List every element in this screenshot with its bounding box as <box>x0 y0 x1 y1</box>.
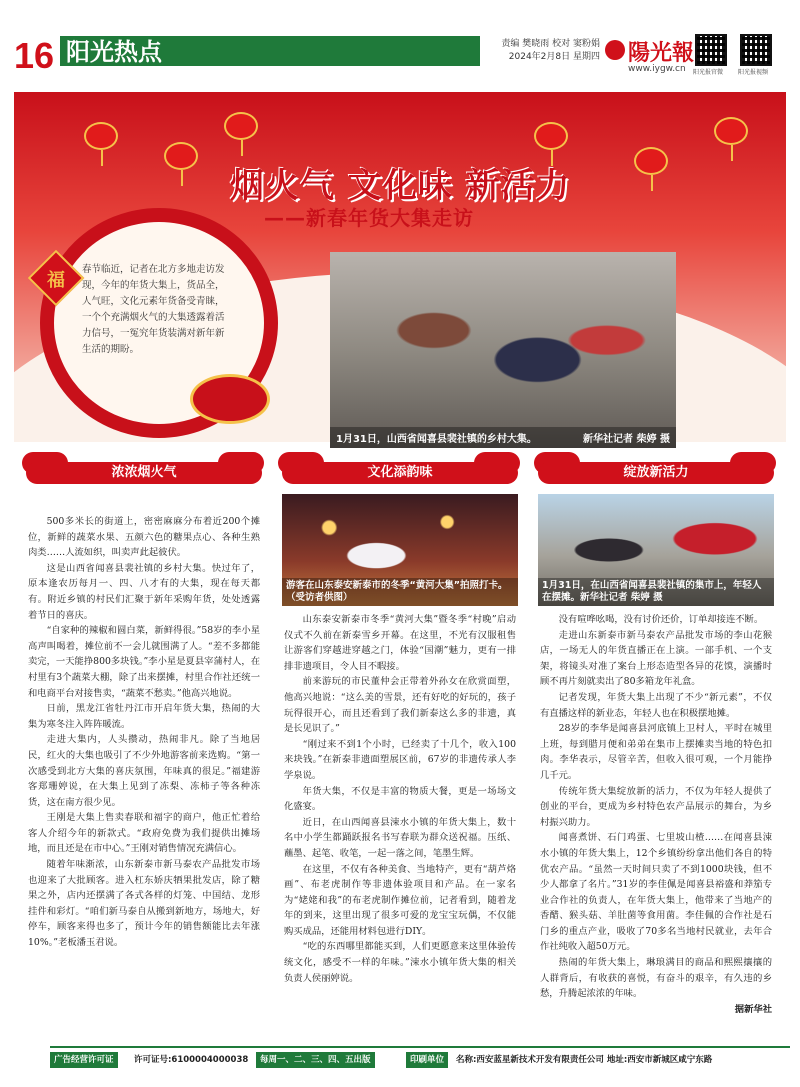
paragraph: 走进大集内，人头攒动，热闹非凡。除了当地居民，红火的大集也吸引了不少外地游客前来选购。“第一次感受到北方大集的喜庆氛围，年味真的很足。”福建游客郑珊婷说，在大集上见到了冻梨、冻柿子等各种冻货，这在南方很少见。 <box>28 734 260 808</box>
paragraph: 28岁的李华是闻喜县河底镇上卫村人，平时在城里上班，每到腊月便和弟弟在集市上摆摊卖当地的特色扣肉。李华表示，尽管辛苦，但收入很可观，一个月能挣几千元。 <box>540 723 772 781</box>
paragraph: 这是山西省闻喜县裴社镇的乡村大集。快过年了，原本逢农历每月一、四、八才有的大集，现在每天都有。附近乡镇的村民们汇聚于新年采购年货，处处透露着节日的喜庆。 <box>28 562 260 621</box>
qr-code-icon <box>740 34 772 66</box>
photo-caption: 1月31日，在山西省闻喜县裴社镇的集市上，年轻人在摆摊。新华社记者 柴婷 摄 <box>538 578 774 606</box>
drum-icon <box>190 374 270 424</box>
paragraph: 随着年味渐浓，山东新泰市新马泰农产品批发市场也迎来了大批顾客。进入杠东娇庆牺果批发店，除了糖果之外，店内还摆满了各式各样的灯笼、中国结、龙形挂件和彩灯。“咱们新马泰自从搬到新地方，场地大，好停车，顾客来得也多了，预计今年的销售额能比去年涨10%。”老板潘玉君说。 <box>28 859 260 949</box>
culture-photo <box>282 494 518 606</box>
column-1 <box>18 450 270 951</box>
section-title: 阳光热点 <box>66 38 162 66</box>
paragraph: “吃的东西哪里都能买到，人们更愿意来这里体验传统文化，感受不一样的年味。”涑水小镇年货大集的相关负责人侯丽婷说。 <box>284 941 516 984</box>
column-2 <box>274 450 526 986</box>
market-photo <box>330 252 676 448</box>
brand-logo: 陽光報 <box>628 40 695 66</box>
paragraph: 在这里，不仅有各种美食、当地特产，更有“葫芦烙画”、布老虎制作等非遗体验项目和产品。在一家名为“姥姥和我”的布老虎制作摊位前，记者看到，随着龙年的到来，这里出现了很多可爱的龙宝宝玩偶，不仅能购买成品，还能用材料包进行DIY。 <box>284 863 516 937</box>
qr-label-weibo: 阳光报官微 <box>693 69 724 76</box>
photo-caption: 游客在山东泰安新泰市的冬季“黄河大集”拍照打卡。（受访者供图） <box>282 578 518 606</box>
paragraph: 传统年货大集绽放新的活力，不仅为年轻人提供了创业的平台，更成为乡村特色农产品展示的舞台，为乡村振兴助力。 <box>540 785 772 828</box>
qr-label-video: 阳光报视频 <box>738 69 769 76</box>
brand-url: www.iygw.cn <box>628 64 686 74</box>
column-3 <box>530 450 782 1017</box>
paragraph: 日前，黑龙江省牡丹江市开启年货大集，热闹的大集为寒冬注入阵阵暖流。 <box>28 703 260 730</box>
article-body <box>18 490 270 951</box>
heading-label: 浓浓烟火气 <box>111 465 177 480</box>
fu-character: 福 <box>47 270 65 291</box>
paragraph: 没有喧哗吆喝，没有讨价还价，订单却接连不断。 <box>558 614 764 625</box>
paragraph: 记者发现，年货大集上出现了不少“新元素”，不仅有直播这样的新业态，年轻人也在积极摆地摊。 <box>540 691 772 719</box>
feature-subtitle: ——新春年货大集走访 <box>264 206 474 230</box>
paragraph: 近日，在山西闻喜县涑水小镇的年货大集上，数十名中小学生都踊跃报名书写春联为群众送祝福。压纸、蘸墨、起笔、收笔，一起一落之间，笔墨生辉。 <box>284 816 516 859</box>
issue-date: 2024年2月8日 星期四 <box>508 52 600 62</box>
lantern-icon <box>84 122 118 150</box>
ad-license-value: 许可证号:6100004000038 <box>134 1055 249 1065</box>
printer-value: 名称:西安蓝星新技术开发有限责任公司 地址:西安市新城区咸宁东路 <box>456 1055 713 1065</box>
photo-caption-text: 1月31日，山西省闻喜县裴社镇的乡村大集。 <box>336 434 537 445</box>
printer-label: 印刷单位 <box>406 1052 448 1068</box>
intro-text: 春节临近，记者在北方多地走访发现，今年的年货大集上，货品全，人气旺，文化元素年货备受青睐，一个个充满烟火气的大集透露着活力信号，一冤究年货装满对新年新生活的期盼。 <box>82 264 225 355</box>
paragraph: 山东泰安新泰市冬季“黄河大集”暨冬季“村晚”启动仪式不久前在新泰雪乡开幕。在这里，不光有汉服租售让游客们穿越进穿越之门，体验“国潮”魅力，更有一排排非遗项目，令人目不暇接。 <box>284 614 516 672</box>
column-heading <box>18 450 270 490</box>
heading-label: 绽放新活力 <box>623 465 689 480</box>
column-heading <box>274 450 526 490</box>
masthead <box>0 0 800 82</box>
feature-title: 烟火气 文化味 新活力 <box>230 166 571 206</box>
logo-seal-icon <box>605 40 625 60</box>
page-number: 16 <box>14 35 55 76</box>
paragraph: 走进山东新泰市新马泰农产品批发市场的李山花猴店，一场无人的年货直播正在上演。一部手机、一个支架，将镜头对准了案台上形态造型各异的花馍，演播时顾不再片刻就卖出了80多箱龙年礼盒。 <box>540 629 772 688</box>
column-heading <box>530 450 782 490</box>
paragraph: 500多米长的街道上，密密麻麻分布着近200个摊位，新鲜的蔬菜水果、五颜六色的糖果点心、各种生熟肉类……人流如织，叫卖声此起彼伏。 <box>28 516 260 559</box>
article-body <box>274 612 526 986</box>
paragraph: 王刚是大集上售卖春联和福字的商户，他正忙着给客人介绍今年的新款式。“政府免费为我们提供出摊场地，而且还是在市中心。”王刚对销售情况充满信心。 <box>28 812 260 855</box>
lantern-icon <box>164 142 198 170</box>
paragraph: 前来游玩的市民董仲会正带着外孙女在欣赏面塑，他高兴地说：“这么美的雪景，还有好吃的好玩的，孩子玩得很开心，而且还看到了我们新泰这么多的非遗，真是长见识了。” <box>284 676 516 735</box>
paragraph: 年货大集，不仅是丰富的物质大餐，更是一场场文化盛宴。 <box>284 785 516 813</box>
lantern-icon <box>634 147 668 175</box>
photo-credit: 新华社记者 柴婷 摄 <box>583 434 670 445</box>
paragraph: “自家种的辣椒和圆白菜，新鲜得很。”58岁的李小星高声叫喝着，摊位前不一会儿就围满了人。“差不多都能卖完，一天能挣800多块钱。”李小星是夏县宰蒲村人，在村里有3个蔬菜大棚，除了出来摆摊，村里合作社还统一和电商平台对接售卖，“蔬菜不愁卖。”他高兴地说。 <box>28 625 260 699</box>
ad-license-label: 广告经营许可证 <box>50 1052 118 1068</box>
source-sign: 据新华社 <box>734 1003 772 1015</box>
lantern-icon <box>224 112 258 140</box>
qr-code-icon <box>695 34 727 66</box>
editors: 责编 樊晓雨 校对 窦粉娟 <box>501 39 600 49</box>
footer-rule <box>50 1046 790 1048</box>
footer <box>0 1052 800 1072</box>
header-meta <box>490 38 600 64</box>
article-body <box>530 612 782 1017</box>
lantern-icon <box>534 122 568 150</box>
vendor-photo <box>538 494 774 606</box>
paragraph: 闻喜煮饼、石门鸡蛋、七里坡山楂……在闻喜县涑水小镇的年货大集上，12个乡镇纷纷拿出他们各自的特优农产品。“虽然一天时间只卖了不到1000块钱，但不少人都拿了名片。”31岁的李佳佩是闻喜县裕盛和莽笳专业合作社的负责人，在年货大集上，他带来了当地产的香醋、猴头菇、羊肚菌等食用菌。李佳佩的合作社是石门乡的重点产业，吸收了70多名当地村民就业，去年合作社纯收入超50万元。 <box>540 832 772 953</box>
paragraph: 热闹的年货大集上，琳琅满目的商品和熙熙攘攘的人群背后，有收获的喜悦，有奋斗的艰辛，有久违的乡愁，升腾起浓浓的年味。 <box>540 957 772 1000</box>
publish-schedule: 每周一、二、三、四、五出版 <box>256 1052 375 1068</box>
paragraph: “刚过来不到1个小时，已经卖了十几个，收入100来块钱。”在新泰非遗面塑展区前，67岁的非遗传承人李学泉说。 <box>284 738 516 781</box>
photo-caption <box>330 427 676 448</box>
lantern-icon <box>714 117 748 145</box>
heading-label: 文化添韵味 <box>367 465 433 480</box>
